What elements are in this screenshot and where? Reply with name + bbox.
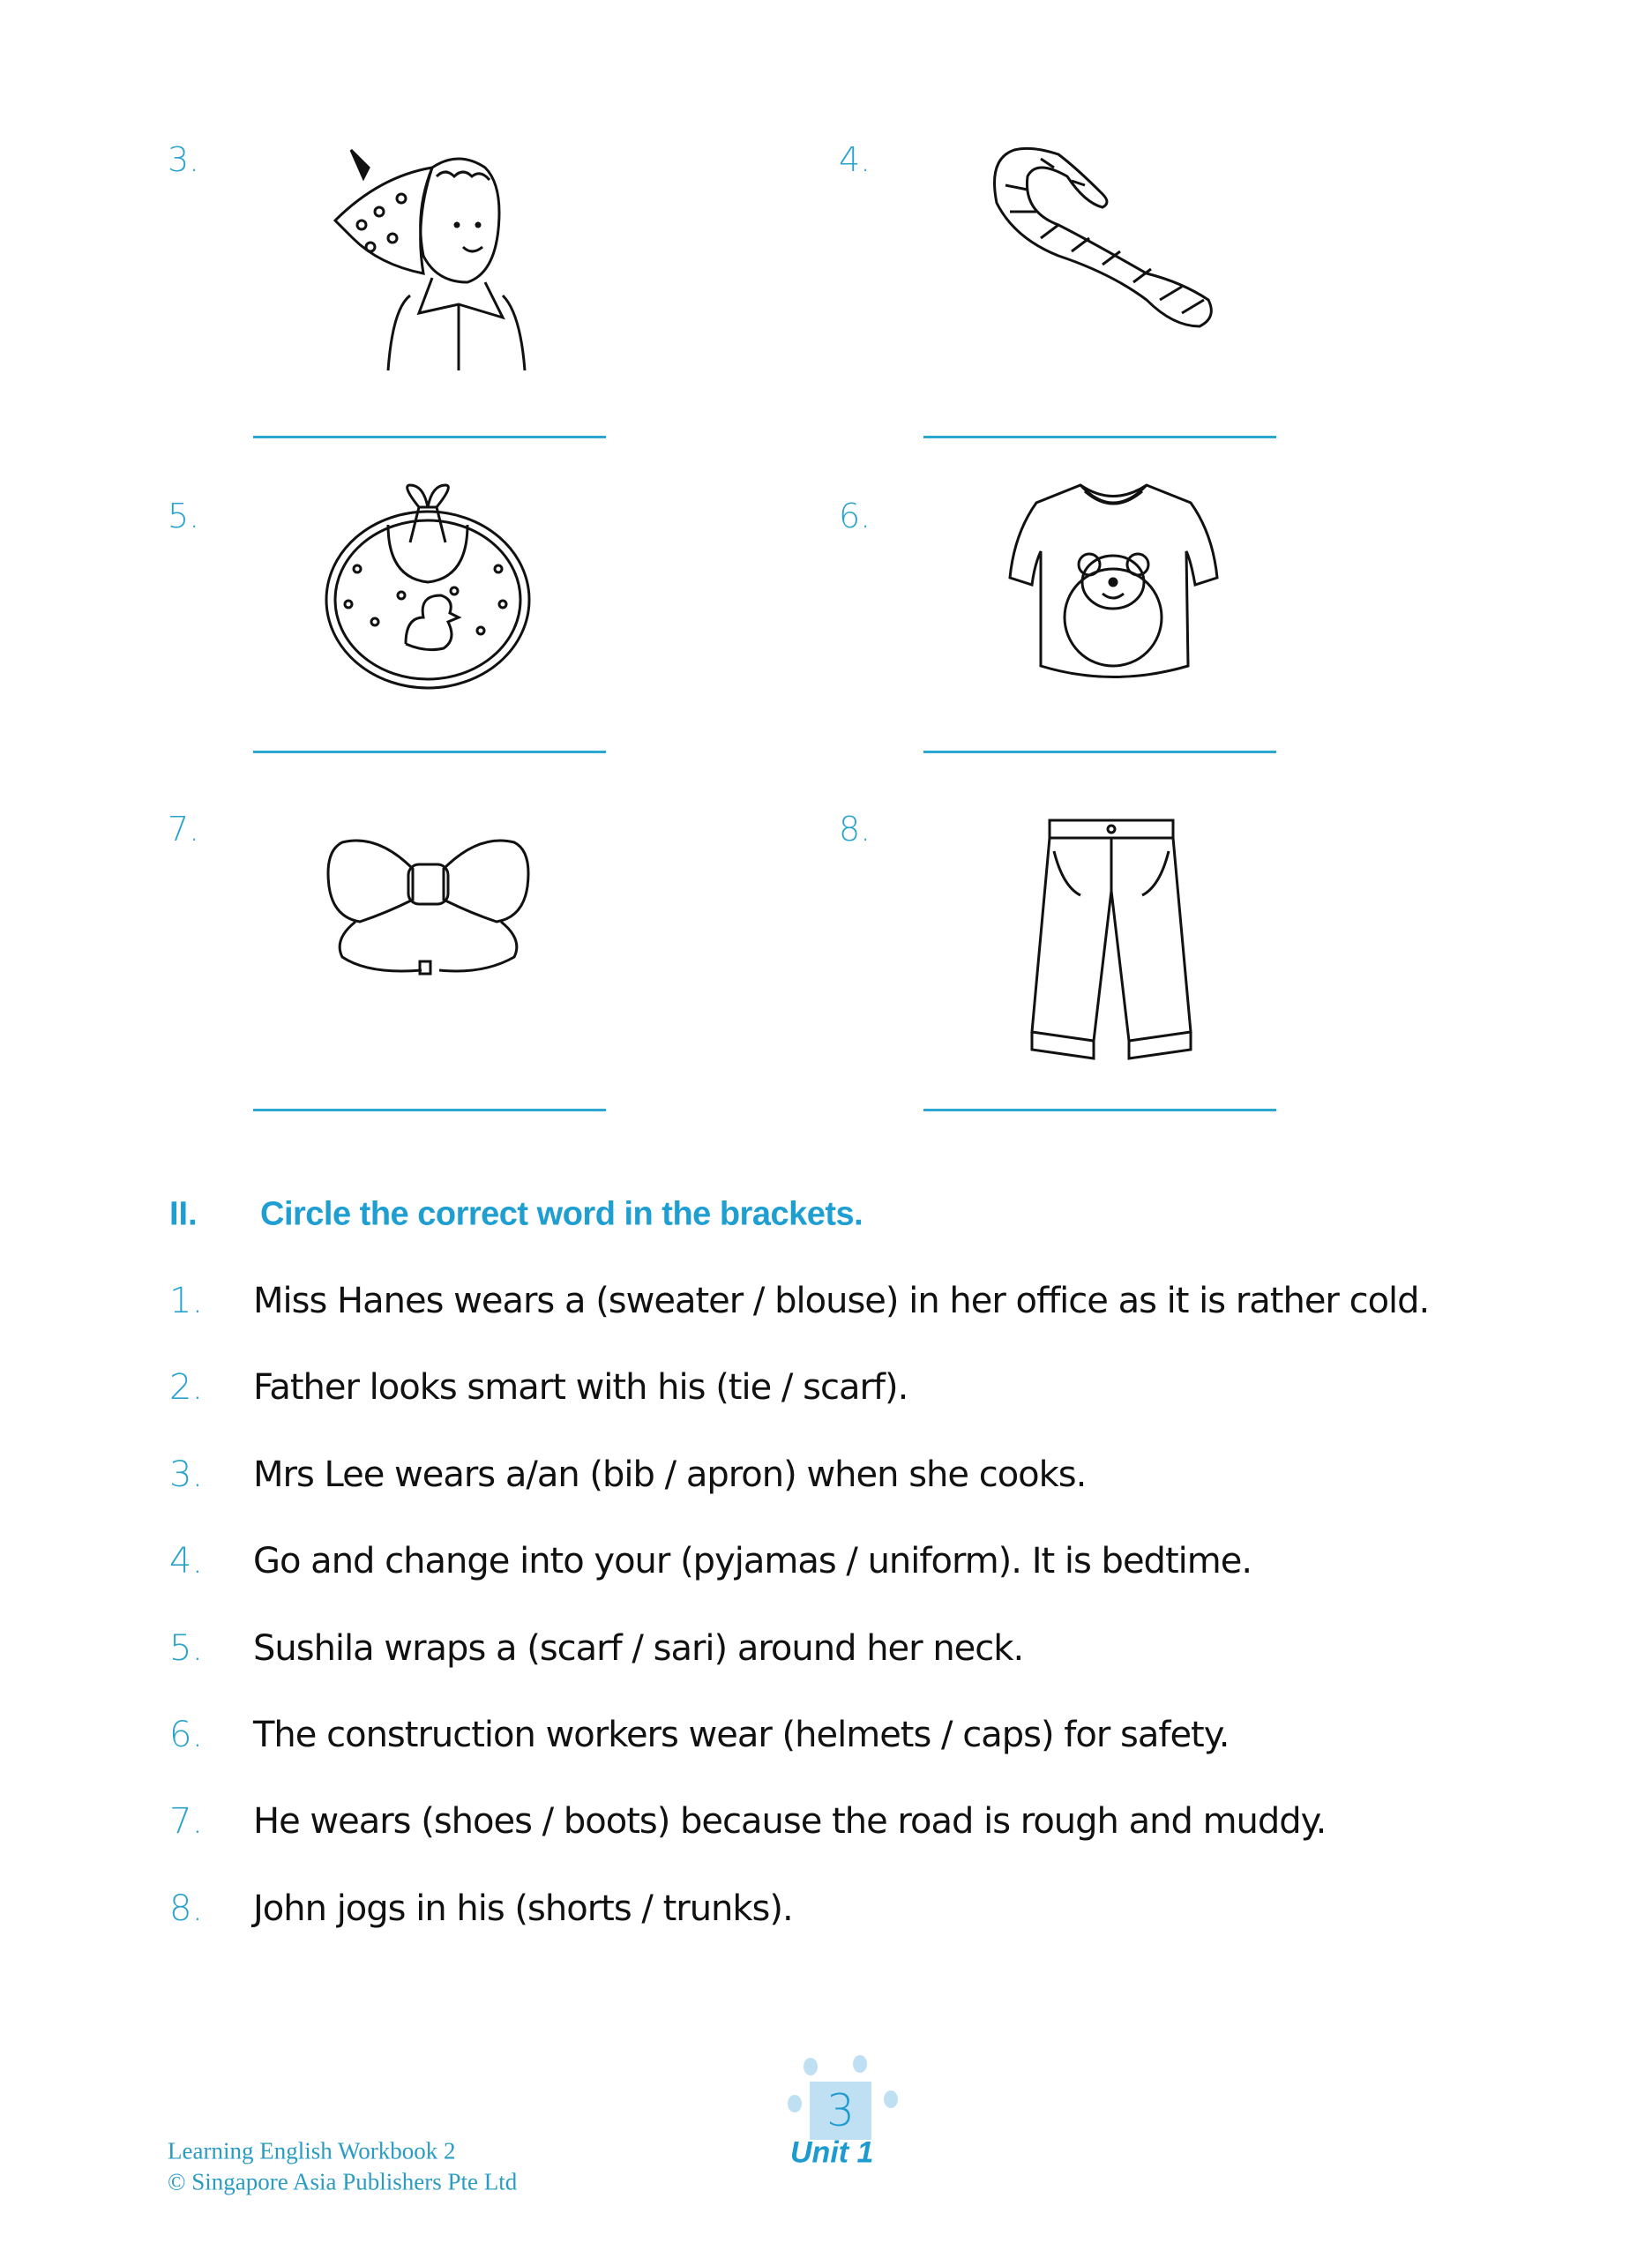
- copyright-notice: © Singapore Asia Publishers Pte Ltd: [168, 2168, 518, 2195]
- answer-line[interactable]: [923, 1109, 1276, 1111]
- decorative-dot: [853, 2055, 867, 2073]
- item-number: 4.: [839, 140, 871, 179]
- trousers-icon: [1028, 816, 1195, 1063]
- sentence-number: 6.: [169, 1715, 204, 1755]
- sentence-number: 1.: [169, 1281, 204, 1321]
- sentence-number: 8.: [169, 1888, 204, 1929]
- answer-line[interactable]: [253, 436, 606, 438]
- sentence-number: 7.: [169, 1801, 204, 1842]
- sentence-text[interactable]: Father looks smart with his (tie / scarf).: [253, 1367, 908, 1408]
- sentence-text[interactable]: The construction workers wear (helmets / caps) for safety.: [253, 1715, 1230, 1755]
- sentence-number: 5.: [169, 1628, 204, 1669]
- headscarf-girl-icon: [326, 141, 538, 370]
- sentence-number: 4.: [169, 1541, 204, 1581]
- item-number: 6.: [839, 497, 871, 535]
- unit-label: Unit 1: [790, 2135, 874, 2170]
- sentence-text[interactable]: Miss Hanes wears a (sweater / blouse) in her office as it is rather cold.: [253, 1281, 1430, 1321]
- page-number: 3: [826, 2085, 855, 2136]
- answer-line[interactable]: [253, 751, 606, 753]
- item-number: 3.: [168, 140, 200, 179]
- answer-line[interactable]: [923, 436, 1276, 438]
- sentence-text[interactable]: John jogs in his (shorts / trunks).: [253, 1888, 793, 1929]
- tie-icon: [988, 141, 1252, 344]
- sentence-text[interactable]: Go and change into your (pyjamas / uniform). It is bedtime.: [253, 1541, 1252, 1581]
- item-number: 5.: [168, 497, 200, 535]
- section-numeral: II.: [169, 1195, 198, 1233]
- book-title: Learning English Workbook 2: [168, 2137, 456, 2165]
- bow-tie-icon: [325, 834, 532, 983]
- answer-line[interactable]: [253, 1109, 606, 1111]
- sentence-text[interactable]: Sushila wraps a (scarf / sari) around her neck.: [253, 1628, 1024, 1669]
- t-shirt-icon: [1001, 481, 1226, 688]
- sentence-text[interactable]: He wears (shoes / boots) because the road is rough and muddy.: [253, 1801, 1327, 1842]
- bib-icon: [322, 481, 534, 692]
- decorative-dot: [788, 2095, 802, 2112]
- section-instruction: Circle the correct word in the brackets.: [260, 1195, 863, 1233]
- item-number: 8.: [839, 810, 871, 849]
- sentence-text[interactable]: Mrs Lee wears a/an (bib / apron) when she cooks.: [253, 1454, 1087, 1495]
- sentence-number: 3.: [169, 1454, 204, 1495]
- item-number: 7.: [168, 810, 200, 849]
- decorative-dot: [804, 2058, 818, 2075]
- answer-line[interactable]: [923, 751, 1276, 753]
- page-number-badge: [810, 2082, 871, 2140]
- sentence-number: 2.: [169, 1367, 204, 1408]
- decorative-dot: [884, 2090, 898, 2108]
